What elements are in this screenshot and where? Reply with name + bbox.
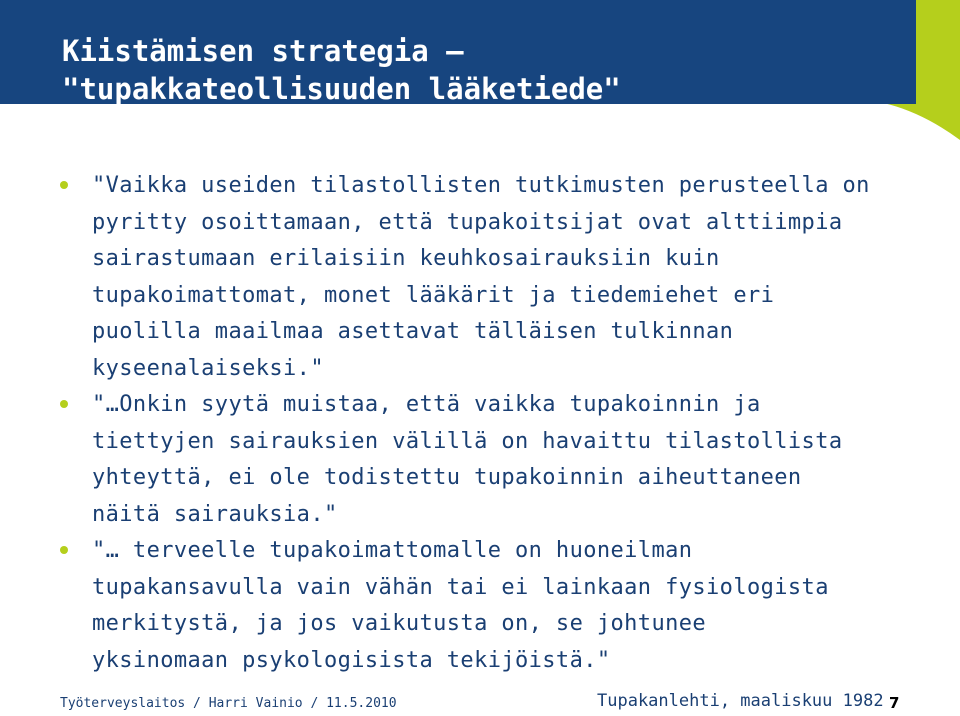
bullet-item — [60, 168, 920, 387]
bullet-text: "…Onkin syytä muistaa, että vaikka tupakoinnin ja tiettyjen sairauksien välillä on havaittu tilastollista yhteyttä, ei ole todistettu tupakoinnin aiheuttaneen näitä sairauksia." — [92, 392, 843, 527]
bullet-text: "… terveelle tupakoimattomalle on huoneilman tupakansavulla vain vähän tai ei lainkaan fysiologista merkitystä, ja jos vaikutusta on, se johtunee yksinomaan psykologisista tekijöistä." — [92, 538, 829, 673]
header-banner — [0, 0, 960, 140]
bullet-item — [60, 533, 920, 679]
bullet-dot-icon — [60, 400, 68, 408]
page-number: 7 — [889, 694, 900, 712]
bullet-list — [60, 168, 920, 679]
bullet-text: "Vaikka useiden tilastollisten tutkimusten perusteella on pyritty osoittamaan, että tupakoitsijat ovat alttiimpia sairastumaan erilaisiin keuhkosairauksiin kuin tupakoimattomat, monet lääkärit ja tiedemiehet eri puolilla maailmaa asettavat tälläisen tulkinnan kyseenalaiseksi." — [92, 173, 870, 381]
bullet-dot-icon — [60, 546, 68, 554]
bullet-item — [60, 387, 920, 533]
bullet-dot-icon — [60, 181, 68, 189]
footer-source: Tupakanlehti, maaliskuu 1982 — [597, 691, 884, 711]
footer-author: Työterveyslaitos / Harri Vainio / 11.5.2010 — [60, 696, 397, 711]
slide-title: Kiistämisen strategia – "tupakkateollisuuden lääketiede" — [62, 34, 621, 106]
